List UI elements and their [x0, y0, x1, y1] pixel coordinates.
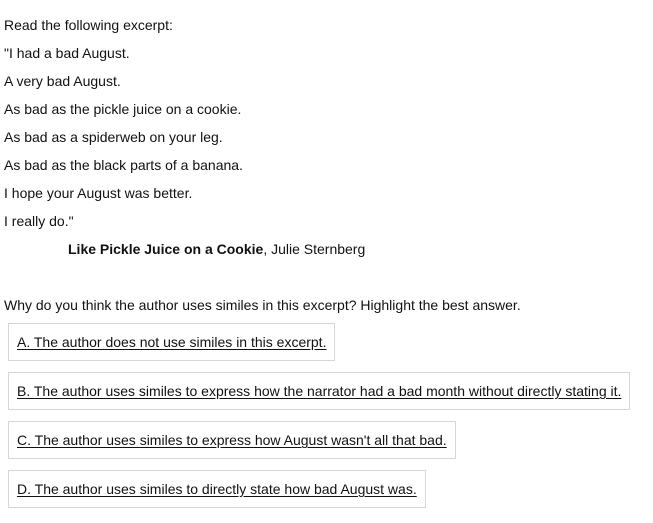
answer-choice-c[interactable] [8, 421, 456, 459]
question-prompt: Why do you think the author uses similes in this excerpt? Highlight the best answer. [4, 297, 521, 313]
choice-row-c [4, 421, 649, 470]
intro-text: Read the following excerpt: [4, 17, 173, 33]
excerpt [4, 43, 649, 239]
choice-text-d: D. The author uses similes to directly state how bad August was. [17, 481, 417, 497]
excerpt-line: A very bad August. [4, 73, 121, 89]
answer-choice-d[interactable] [8, 470, 426, 508]
choice-text-a: A. The author does not use similes in this excerpt. [17, 334, 327, 350]
answer-choices [4, 323, 649, 519]
excerpt-line: As bad as the pickle juice on a cookie. [4, 101, 242, 117]
choice-row-d [4, 470, 649, 519]
excerpt-line: As bad as the black parts of a banana. [4, 157, 243, 173]
excerpt-line: I hope your August was better. [4, 185, 193, 201]
excerpt-source [4, 239, 649, 295]
source-author: , Julie Sternberg [263, 241, 366, 257]
excerpt-line: I really do." [4, 213, 74, 229]
choice-row-a [4, 323, 649, 372]
question-page [4, 15, 649, 519]
source-title: Like Pickle Juice on a Cookie [68, 241, 264, 257]
choice-text-c: C. The author uses similes to express how August wasn't all that bad. [17, 432, 447, 448]
choice-text-b: B. The author uses similes to express how the narrator had a bad month without directly stating it. [17, 383, 622, 399]
answer-choice-a[interactable] [8, 323, 335, 361]
excerpt-line: "I had a bad August. [4, 45, 130, 61]
choice-row-b [4, 372, 649, 421]
excerpt-line: As bad as a spiderweb on your leg. [4, 129, 223, 145]
answer-choice-b[interactable] [8, 372, 630, 410]
